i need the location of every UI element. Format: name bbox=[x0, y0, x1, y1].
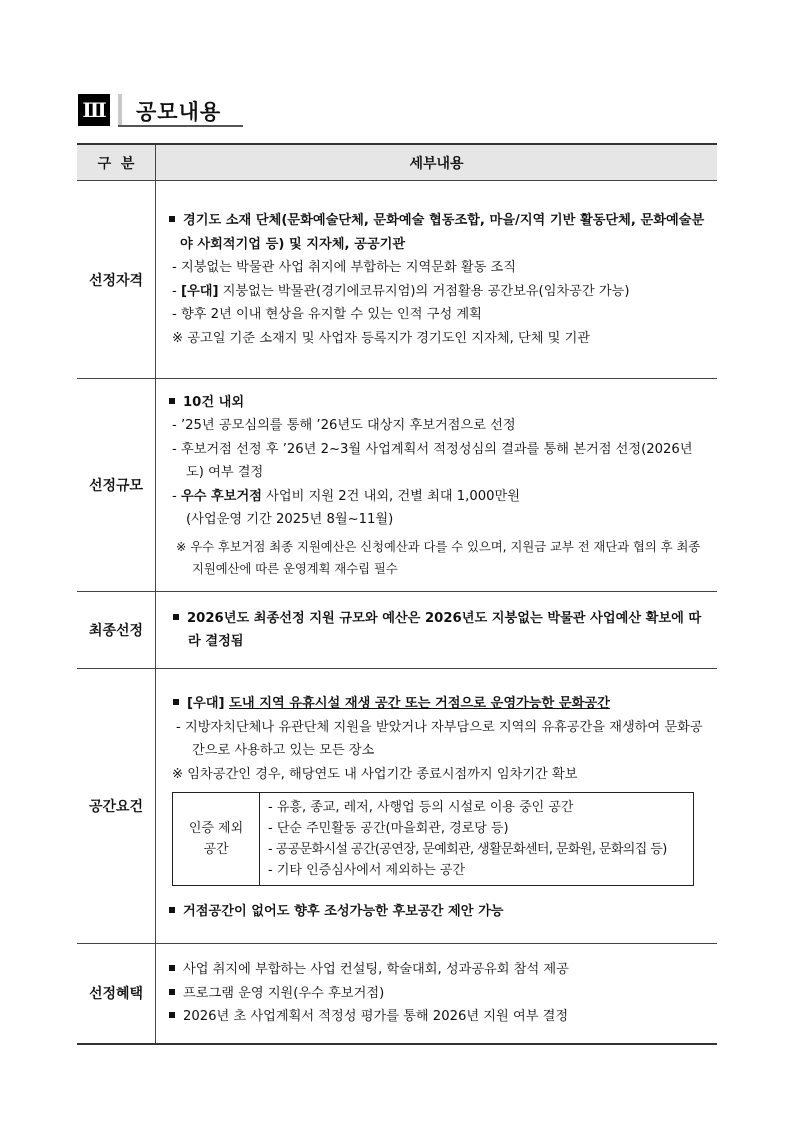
table-row bbox=[77, 181, 717, 379]
row-label: 선정혜택 bbox=[77, 944, 156, 1044]
header-content: 세부내용 bbox=[156, 144, 718, 181]
header-divider bbox=[118, 94, 122, 126]
table-row bbox=[77, 944, 717, 1044]
row-content bbox=[156, 944, 718, 1044]
table-row bbox=[77, 379, 717, 592]
note: ※ 우수 후보거점 최종 지원예산은 신청예산과 다를 수 있으며, 지원금 교부 전 재단과 협의 후 최종 지원예산에 따른 운영계획 재수립 필수 bbox=[176, 539, 701, 576]
bullet-item: 사업 취지에 부합하는 사업 컨설팅, 학술대회, 성과공유회 참석 제공 bbox=[166, 958, 709, 982]
square-bullet-icon bbox=[169, 216, 175, 222]
list-item: - [우대] 지붕없는 박물관(경기에코뮤지엄)의 거점활용 공간보유(임차공간 가능) bbox=[172, 283, 630, 299]
note: ※ 공고일 기준 소재지 및 사업자 등록지가 경기도인 지자체, 단체 및 기관 bbox=[172, 330, 591, 346]
bullet-item: 거점공간이 없어도 향후 조성가능한 후보공간 제안 가능 bbox=[166, 900, 709, 924]
header-label: 구 분 bbox=[77, 144, 156, 181]
square-bullet-icon bbox=[169, 907, 175, 913]
list-item: - 단순 주민활동 공간(마을회관, 경로당 등) bbox=[268, 821, 509, 837]
square-bullet-icon bbox=[169, 1012, 175, 1018]
list-item: - 공공문화시설 공간(공연장, 문예회관, 생활문화센터, 문화원, 문화의집 등) bbox=[268, 842, 667, 858]
square-bullet-icon bbox=[173, 699, 179, 705]
list-item: - 유흥, 종교, 레저, 사행업 등의 시설로 이용 중인 공간 bbox=[268, 800, 574, 816]
row-label: 선정자격 bbox=[77, 181, 156, 379]
row-label: 선정규모 bbox=[77, 379, 156, 592]
row-content bbox=[156, 669, 718, 944]
row-content bbox=[156, 181, 718, 379]
bullet-item: 2026년 초 사업계획서 적정성 평가를 통해 2026년 지원 여부 결정 bbox=[166, 1005, 709, 1029]
row-content bbox=[156, 379, 718, 592]
table-header-row bbox=[77, 144, 717, 181]
square-bullet-icon bbox=[169, 965, 175, 971]
list-item: - 향후 2년 이내 현상을 유지할 수 있는 인적 구성 계획 bbox=[172, 307, 482, 322]
list-item: - 우수 후보거점 사업비 지원 2건 내외, 건별 최대 1,000만원 bbox=[172, 488, 521, 504]
section-numeral: Ⅲ bbox=[78, 94, 110, 126]
row-label: 최종선정 bbox=[77, 592, 156, 669]
list-item: - ’25년 공모심의를 통해 ’26년도 대상지 후보거점으로 선정 bbox=[172, 418, 516, 433]
bullet-item: 프로그램 운영 지원(우수 후보거점) bbox=[166, 982, 709, 1006]
bullet-item: [우대] 도내 지역 유휴시설 재생 공간 또는 거점으로 운영가능한 문화공간 bbox=[166, 692, 709, 716]
row-label: 공간요건 bbox=[77, 669, 156, 944]
bullet-item: 경기도 소재 단체(문화예술단체, 문화예술 협동조합, 마을/지역 기반 활동단체, 문화예술분야 사회적기업 등) 및 지자체, 공공기관 bbox=[166, 209, 709, 256]
section-title: 공모내용 bbox=[136, 100, 222, 124]
square-bullet-icon bbox=[169, 989, 175, 995]
list-item: - 후보거점 선정 후 ’26년 2~3월 사업계획서 적정성심의 결과를 통해 본거점 선정(2026년도) 여부 결정 bbox=[172, 441, 693, 480]
square-bullet-icon bbox=[169, 398, 175, 404]
content-table bbox=[77, 143, 717, 1045]
list-item: - 기타 인증심사에서 제외하는 공간 bbox=[268, 863, 466, 879]
bullet-item: 10건 내외 bbox=[166, 391, 709, 415]
exclusion-label: 인증 제외 공간 bbox=[173, 793, 260, 885]
list-item: (사업운영 기간 2025년 8월~11월) bbox=[186, 512, 394, 527]
header-underline bbox=[118, 125, 243, 127]
exclusion-box bbox=[172, 792, 694, 886]
section-header bbox=[78, 92, 243, 130]
list-item: - 지붕없는 박물관 사업 취지에 부합하는 지역문화 활동 조직 bbox=[172, 260, 517, 275]
row-content bbox=[156, 592, 718, 669]
bullet-item: 2026년도 최종선정 지원 규모와 예산은 2026년도 지붕없는 박물관 사업예산 확보에 따라 결정됨 bbox=[166, 607, 709, 654]
note: ※ 임차공간인 경우, 해당연도 내 사업기간 종료시점까지 임차기간 확보 bbox=[172, 766, 578, 782]
table-row bbox=[77, 592, 717, 669]
exclusion-list bbox=[260, 793, 675, 885]
list-item: - 지방자치단체나 유관단체 지원을 받았거나 자부담으로 지역의 유휴공간을 재생하여 문화공간으로 사용하고 있는 모든 장소 bbox=[176, 719, 703, 759]
table-row bbox=[77, 669, 717, 944]
square-bullet-icon bbox=[173, 614, 179, 620]
